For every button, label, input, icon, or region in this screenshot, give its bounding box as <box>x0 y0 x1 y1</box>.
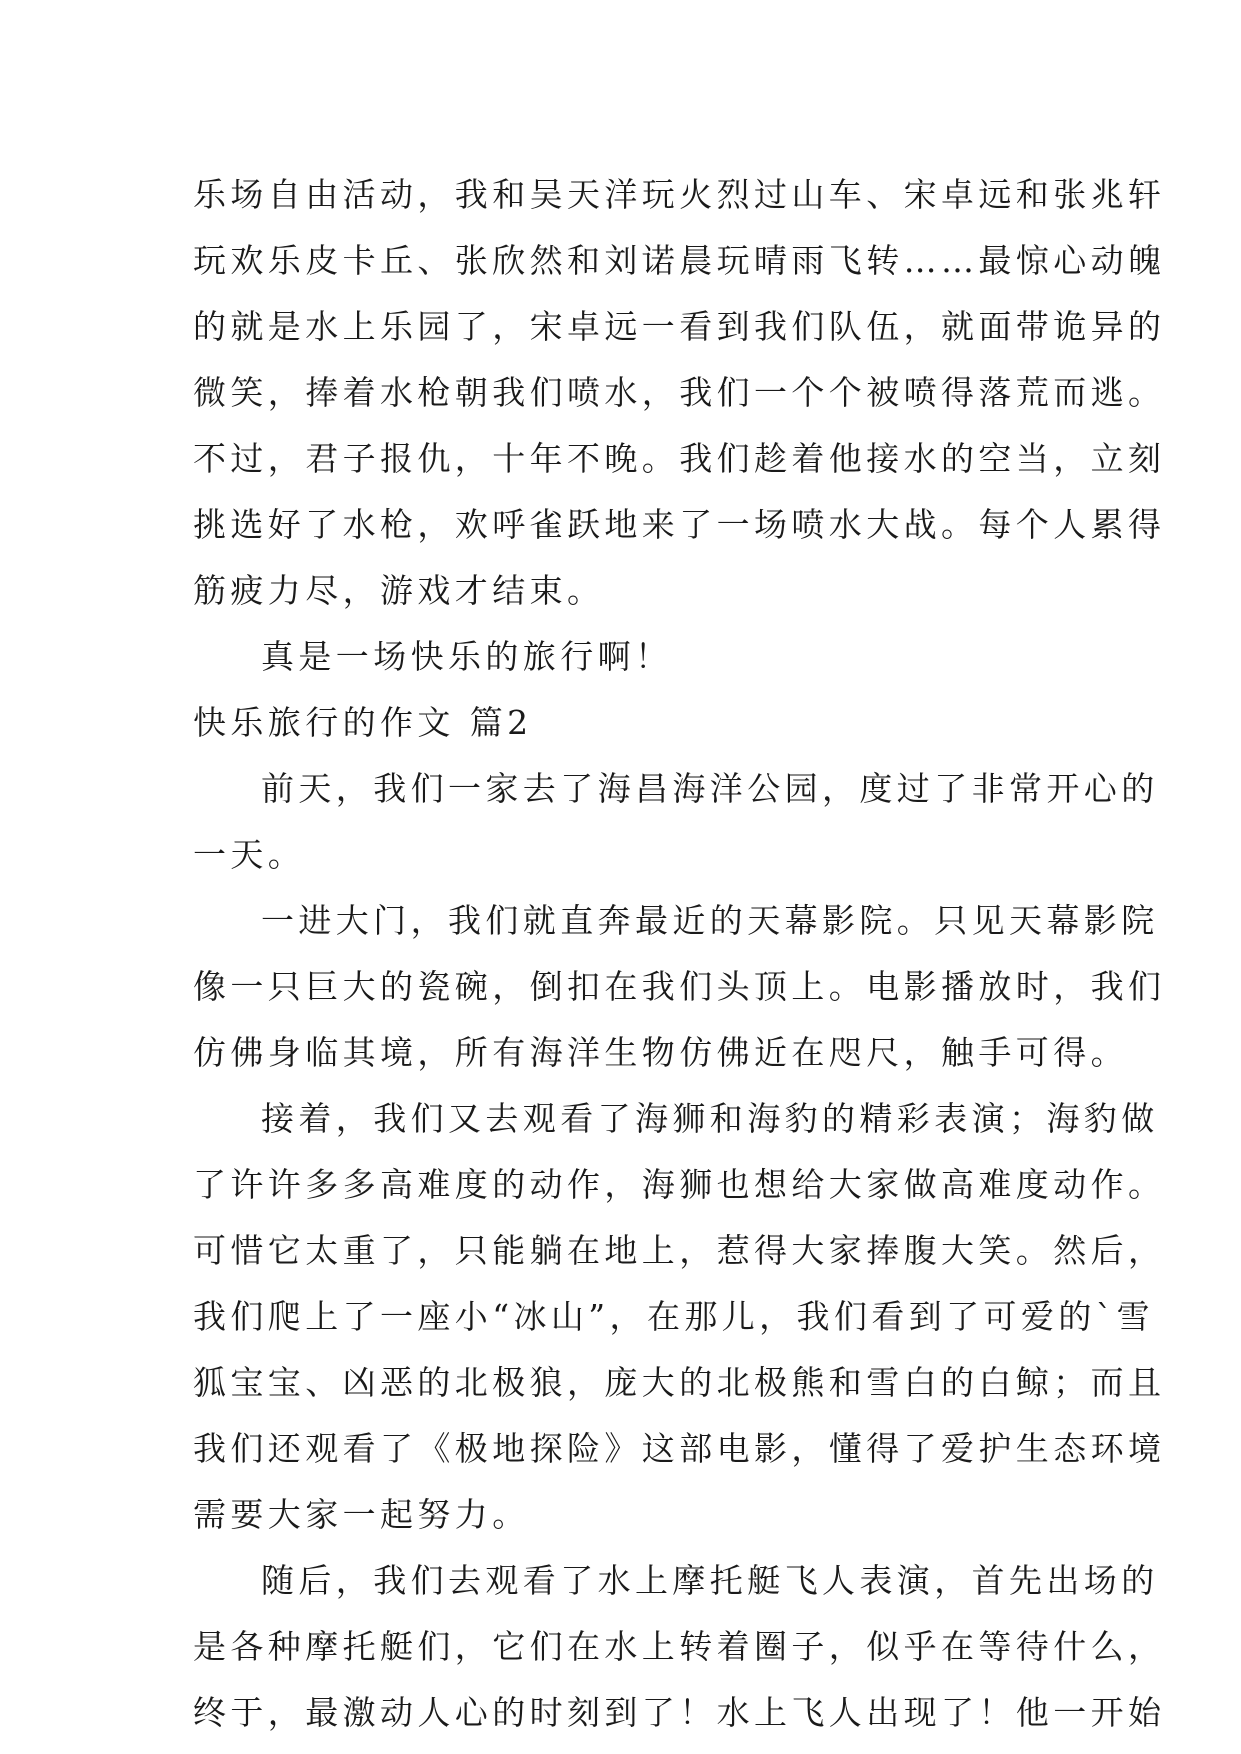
text-line: 了许许多多高难度的动作，海狮也想给大家做高难度动作。 <box>193 1165 1166 1204</box>
text-line: 我们还观看了《极地探险》这部电影，懂得了爱护生态环境 <box>193 1429 1166 1468</box>
text-line: 一天。 <box>193 835 306 874</box>
text-line: 是各种摩托艇们，它们在水上转着圈子，似乎在等待什么， <box>193 1627 1166 1666</box>
paragraph-start: 真是一场快乐的旅行啊！ <box>261 637 673 676</box>
text-line: 狐宝宝、凶恶的北极狼，庞大的北极熊和雪白的白鲸；而且 <box>193 1363 1166 1402</box>
text-line: 需要大家一起努力。 <box>193 1495 530 1534</box>
text-line: 像一只巨大的瓷碗，倒扣在我们头顶上。电影播放时，我们 <box>193 967 1166 1006</box>
text-line: 的就是水上乐园了，宋卓远一看到我们队伍，就面带诡异的 <box>193 307 1166 346</box>
text-line: 乐场自由活动，我和吴天洋玩火烈过山车、宋卓远和张兆轩 <box>193 175 1166 214</box>
section-heading: 快乐旅行的作文 篇2 <box>193 703 533 742</box>
paragraph-start: 接着，我们又去观看了海狮和海豹的精彩表演；海豹做 <box>261 1099 1159 1138</box>
text-line: 可惜它太重了，只能躺在地上，惹得大家捧腹大笑。然后， <box>193 1231 1166 1270</box>
text-line: 不过，君子报仇，十年不晚。我们趁着他接水的空当，立刻 <box>193 439 1166 478</box>
text-line: 终于，最激动人心的时刻到了！水上飞人出现了！他一开始 <box>193 1693 1166 1732</box>
essay-text <box>193 162 1166 1746</box>
paragraph-start: 前天，我们一家去了海昌海洋公园，度过了非常开心的 <box>261 769 1159 808</box>
paragraph-start: 随后，我们去观看了水上摩托艇飞人表演，首先出场的 <box>261 1561 1159 1600</box>
text-line: 微笑，捧着水枪朝我们喷水，我们一个个被喷得落荒而逃。 <box>193 373 1166 412</box>
paragraph-start: 一进大门，我们就直奔最近的天幕影院。只见天幕影院 <box>261 901 1159 940</box>
text-line: 挑选好了水枪，欢呼雀跃地来了一场喷水大战。每个人累得 <box>193 505 1166 544</box>
text-line: 仿佛身临其境，所有海洋生物仿佛近在咫尺，触手可得。 <box>193 1033 1128 1072</box>
text-line: 玩欢乐皮卡丘、张欣然和刘诺晨玩晴雨飞转……最惊心动魄 <box>193 241 1166 280</box>
text-line: 我们爬上了一座小“冰山”，在那儿，我们看到了可爱的`雪 <box>193 1297 1155 1336</box>
text-line: 筋疲力尽，游戏才结束。 <box>193 571 605 610</box>
